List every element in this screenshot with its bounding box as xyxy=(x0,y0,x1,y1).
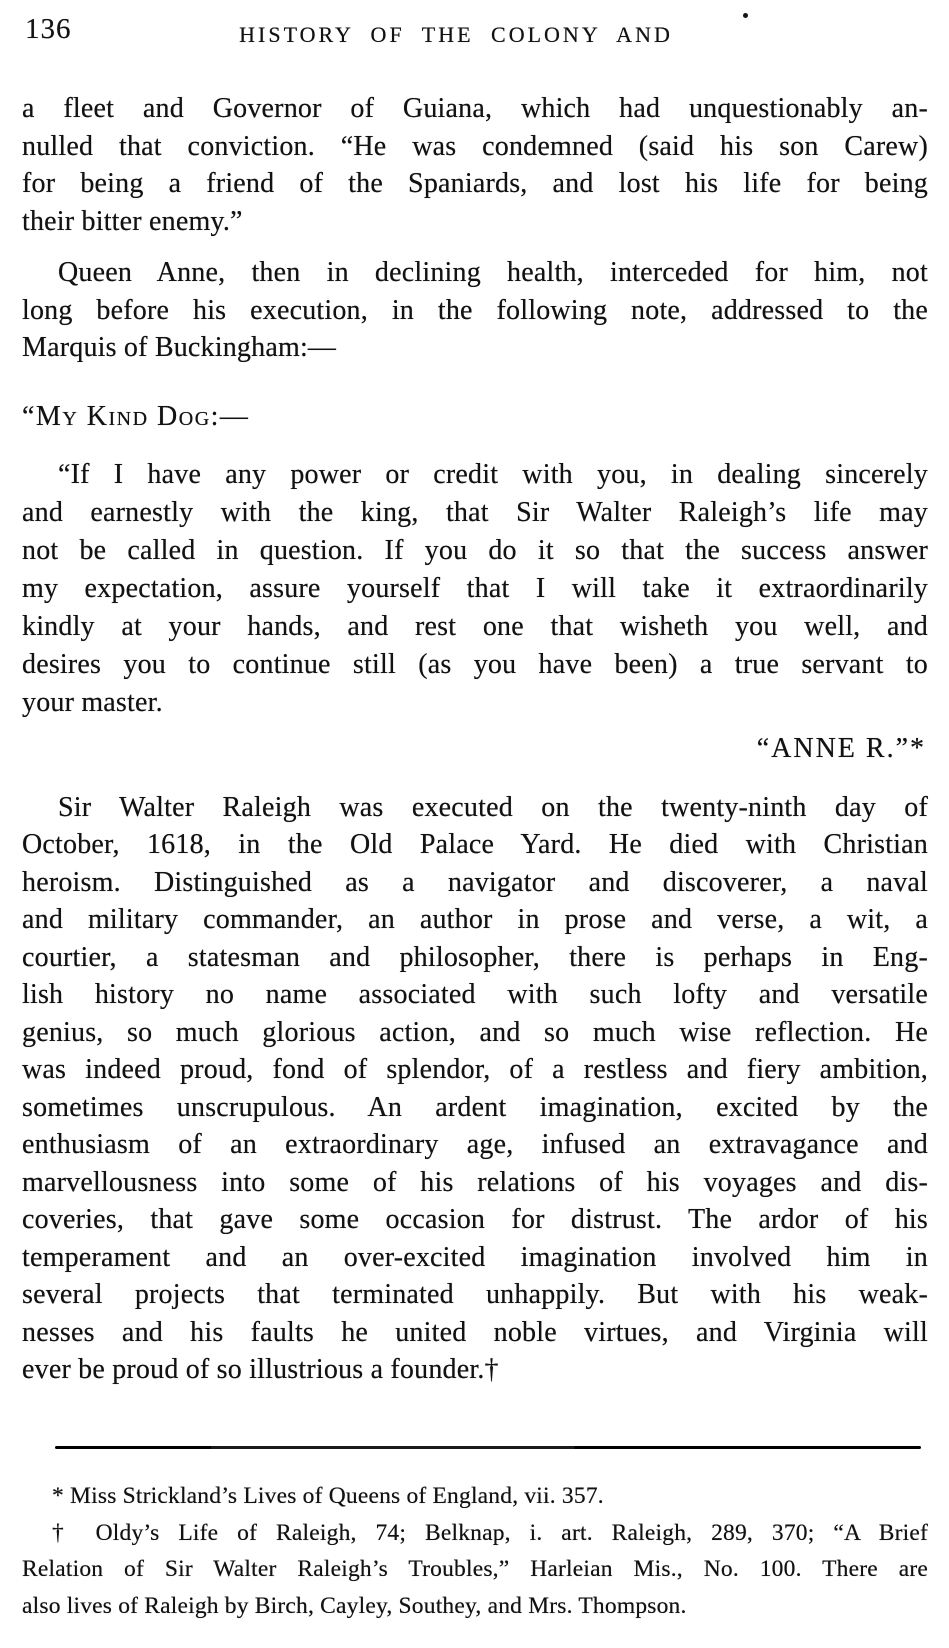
paragraph-3-line: marvellousness into some of his relations of his voyages and dis- xyxy=(22,1166,928,1198)
letter-body-line: desires you to continue still (as you have been) a true servant to xyxy=(22,649,928,680)
letter-body-line: my expectation, assure yourself that I will take it extraordinarily xyxy=(22,573,928,604)
paragraph-1-line: a fleet and Governor of Guiana, which had unquestionably an- xyxy=(22,93,928,124)
page-number: 136 xyxy=(25,13,72,45)
paragraph-1-line: their bitter enemy.” xyxy=(22,205,243,237)
paragraph-3-line: was indeed proud, fond of splendor, of a restless and fiery ambition, xyxy=(22,1054,928,1085)
footnotes xyxy=(22,1478,928,1624)
letter-signature xyxy=(22,730,928,768)
footnote-raleigh-sources-line: also lives of Raleigh by Birch, Cayley, Southey, and Mrs. Thompson. xyxy=(22,1592,687,1619)
letter-body-line: not be called in question. If you do it so that the success answer xyxy=(22,535,928,566)
paragraph-3-line: heroism. Distinguished as a navigator and discoverer, a naval xyxy=(22,866,928,898)
paragraph-1 xyxy=(22,90,928,240)
paragraph-3-line: coveries, that gave some occasion for distrust. The ardor of his xyxy=(22,1204,928,1235)
paragraph-3-line: and military commander, an author in prose and verse, a wit, a xyxy=(22,904,928,935)
letter-body-line: “If I have any power or credit with you, in dealing sincerely xyxy=(58,459,928,490)
paragraph-1-line: for being a friend of the Spaniards, and lost his life for being xyxy=(22,168,928,199)
letter-body xyxy=(22,456,928,722)
paragraph-2 xyxy=(22,254,928,367)
paragraph-3-line: ever be proud of so illustrious a founder.† xyxy=(22,1354,499,1385)
paragraph-3-line: nesses and his faults he united noble virtues, and Virginia will xyxy=(22,1316,928,1348)
page-body xyxy=(22,0,928,1389)
footnote-divider xyxy=(55,1446,921,1449)
letter-body-line: and earnestly with the king, that Sir Walter Raleigh’s life may xyxy=(22,497,928,528)
paragraph-3-line: lish history no name associated with such lofty and versatile xyxy=(22,979,928,1010)
paragraph-3-line: genius, so much glorious action, and so much wise reflection. He xyxy=(22,1016,928,1048)
paragraph-3-line: courtier, a statesman and philosopher, there is perhaps in Eng- xyxy=(22,941,928,973)
paragraph-1-line: nulled that conviction. “He was condemned (said his son Carew) xyxy=(22,130,928,162)
paragraph-3-line: sometimes unscrupulous. An ardent imagination, excited by the xyxy=(22,1091,928,1123)
footnote-raleigh-sources-line: Relation of Sir Walter Raleigh’s Troubles,” Harleian Mis., No. 100. There are xyxy=(22,1556,928,1582)
paragraph-2-line: long before his execution, in the following note, addressed to the xyxy=(22,294,928,326)
paragraph-3-line: enthusiasm of an extraordinary age, infused an extravagance and xyxy=(22,1129,928,1160)
paragraph-3-line: October, 1618, in the Old Palace Yard. He died with Christian xyxy=(22,829,928,860)
letter-body-line: kindly at your hands, and rest one that wisheth you well, and xyxy=(22,611,928,642)
paragraph-3-line: Sir Walter Raleigh was executed on the twenty-ninth day of xyxy=(58,791,928,823)
footnote-raleigh-sources xyxy=(22,1515,928,1625)
paragraph-2-line: Queen Anne, then in declining health, interceded for him, not xyxy=(58,257,928,288)
paragraph-3-line: several projects that terminated unhappily. But with his weak- xyxy=(22,1279,928,1310)
letter-signature-line: “ANNE R.”* xyxy=(756,733,926,764)
paragraph-3-line: temperament and an over-excited imagination involved him in xyxy=(22,1241,928,1273)
footnote-raleigh-sources-line: † Oldy’s Life of Raleigh, 74; Belknap, i. art. Raleigh, 289, 370; “A Brief xyxy=(52,1519,928,1546)
paragraph-2-line: Marquis of Buckingham:— xyxy=(22,332,337,363)
letter-body-line: your master. xyxy=(22,687,163,718)
running-title: HISTORY OF THE COLONY AND xyxy=(239,22,673,47)
footnote-strickland-line: * Miss Strickland’s Lives of Queens of England, vii. 357. xyxy=(52,1483,604,1509)
letter-salutation xyxy=(22,398,928,436)
paragraph-3 xyxy=(22,789,928,1389)
letter-salutation-line: “My Kind Dog:— xyxy=(22,400,250,432)
footnote-strickland xyxy=(22,1478,928,1515)
